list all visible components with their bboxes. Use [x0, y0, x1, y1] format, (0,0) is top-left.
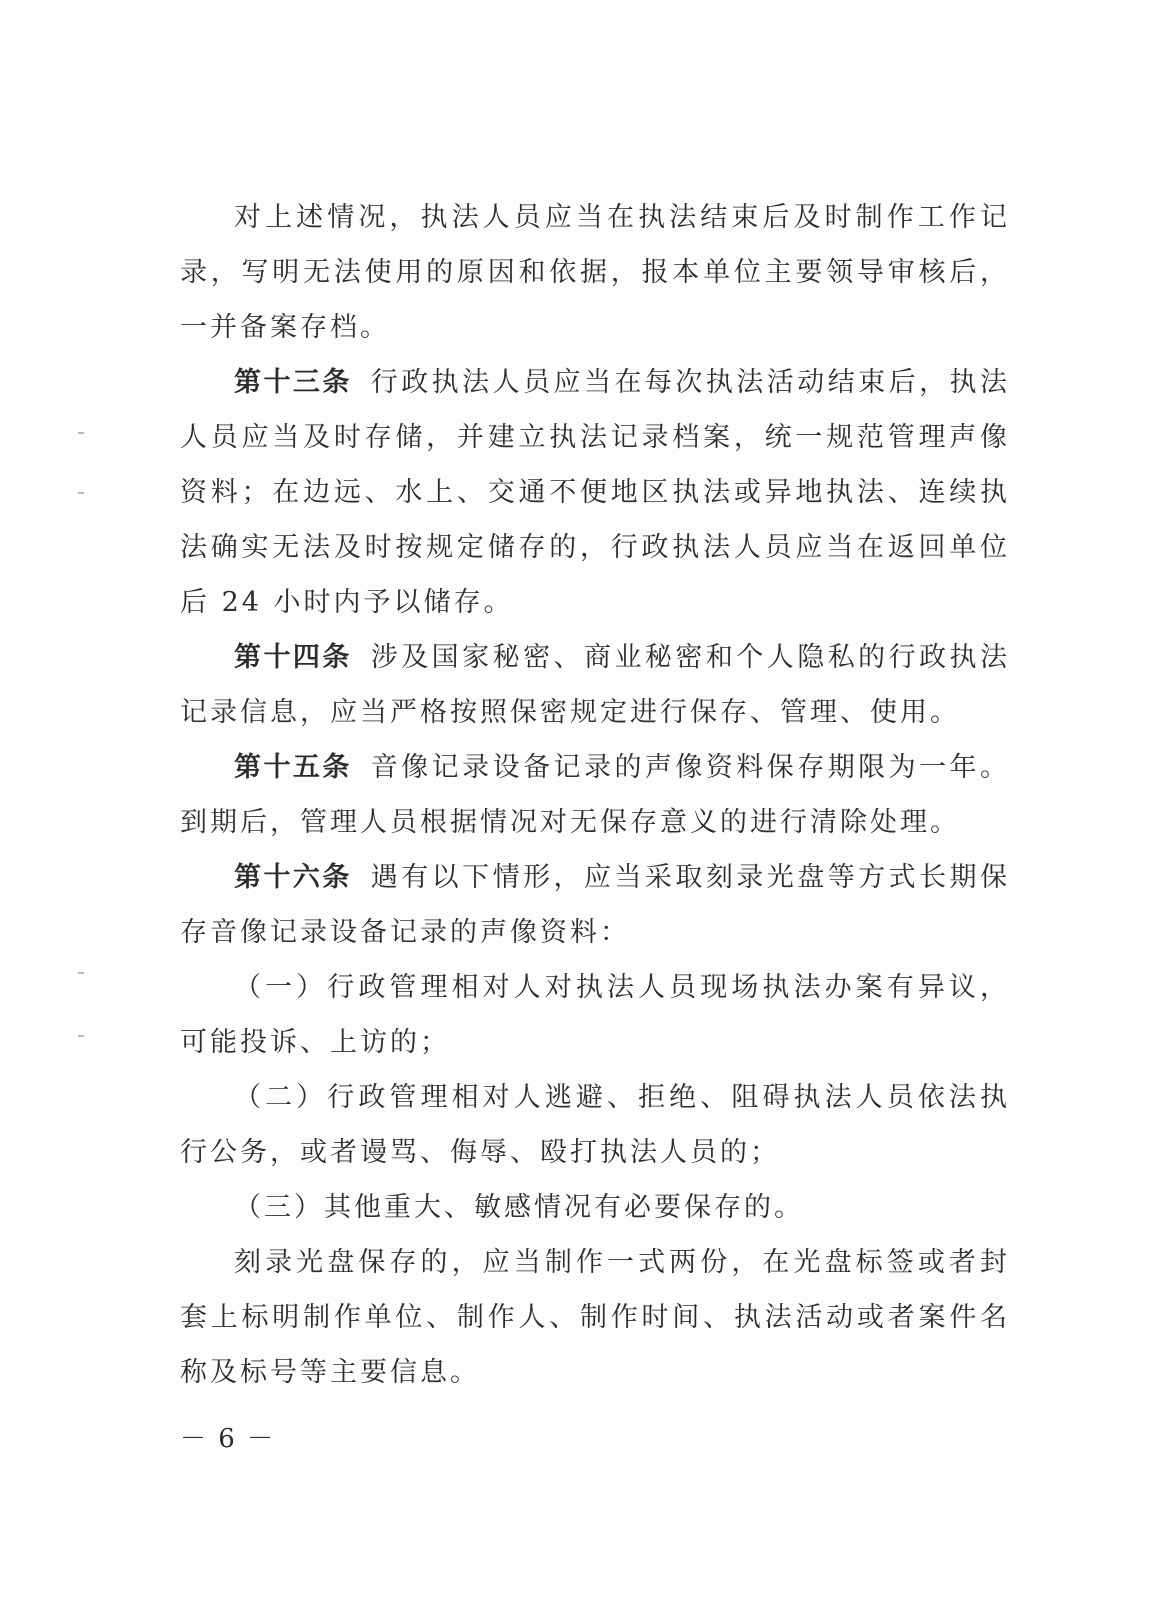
scan-mark: [78, 432, 84, 434]
page-number: － 6 －: [180, 1424, 276, 1454]
paragraph-text: 音像记录设备记录的声像资料保存期限为一年。到期后，管理人员根据情况对无保存意义的进行清除处理。: [180, 752, 1011, 838]
scan-mark: [78, 972, 84, 974]
scan-mark: [78, 492, 84, 494]
paragraph: [180, 355, 1010, 630]
paragraph: [180, 1180, 1010, 1235]
paragraph-text: 遇有以下情形，应当采取刻录光盘等方式长期保存音像记录设备记录的声像资料：: [180, 862, 1011, 948]
body-text: [180, 190, 1010, 1400]
paragraph: [180, 850, 1010, 960]
paragraph: [180, 190, 1010, 355]
article-heading: 第十六条: [234, 862, 352, 893]
article-heading: 第十五条: [234, 752, 352, 783]
paragraph-text: 涉及国家秘密、商业秘密和个人隐私的行政执法记录信息，应当严格按照保密规定进行保存、管理、使用。: [180, 642, 1011, 728]
paragraph-text: （一）行政管理相对人对执法人员现场执法办案有异议，可能投诉、上访的；: [180, 972, 1010, 1058]
paragraph: [180, 740, 1010, 850]
paragraph-text: （三）其他重大、敏感情况有必要保存的。: [234, 1192, 804, 1223]
article-heading: 第十三条: [234, 367, 352, 398]
paragraph: [180, 1070, 1010, 1180]
paragraph: [180, 1235, 1010, 1400]
paragraph: [180, 630, 1010, 740]
paragraph: [180, 960, 1010, 1070]
paragraph-text: 对上述情况，执法人员应当在执法结束后及时制作工作记录，写明无法使用的原因和依据，报本单位主要领导审核后，一并备案存档。: [180, 202, 1010, 343]
scan-mark: [78, 1035, 84, 1037]
paragraph-text: 行政执法人员应当在每次执法活动结束后，执法人员应当及时存储，并建立执法记录档案，统一规范管理声像资料；在边远、水上、交通不便地区执法或异地执法、连续执法确实无法及时按规定储存的，行政执法人员应当在返回单位后 24 小时内予以储存。: [180, 367, 1011, 618]
article-heading: 第十四条: [234, 642, 352, 673]
paragraph-text: （二）行政管理相对人逃避、拒绝、阻碍执法人员依法执行公务，或者谩骂、侮辱、殴打执法人员的；: [180, 1082, 1010, 1168]
paragraph-text: 刻录光盘保存的，应当制作一式两份，在光盘标签或者封套上标明制作单位、制作人、制作时间、执法活动或者案件名称及标号等主要信息。: [180, 1247, 1010, 1388]
